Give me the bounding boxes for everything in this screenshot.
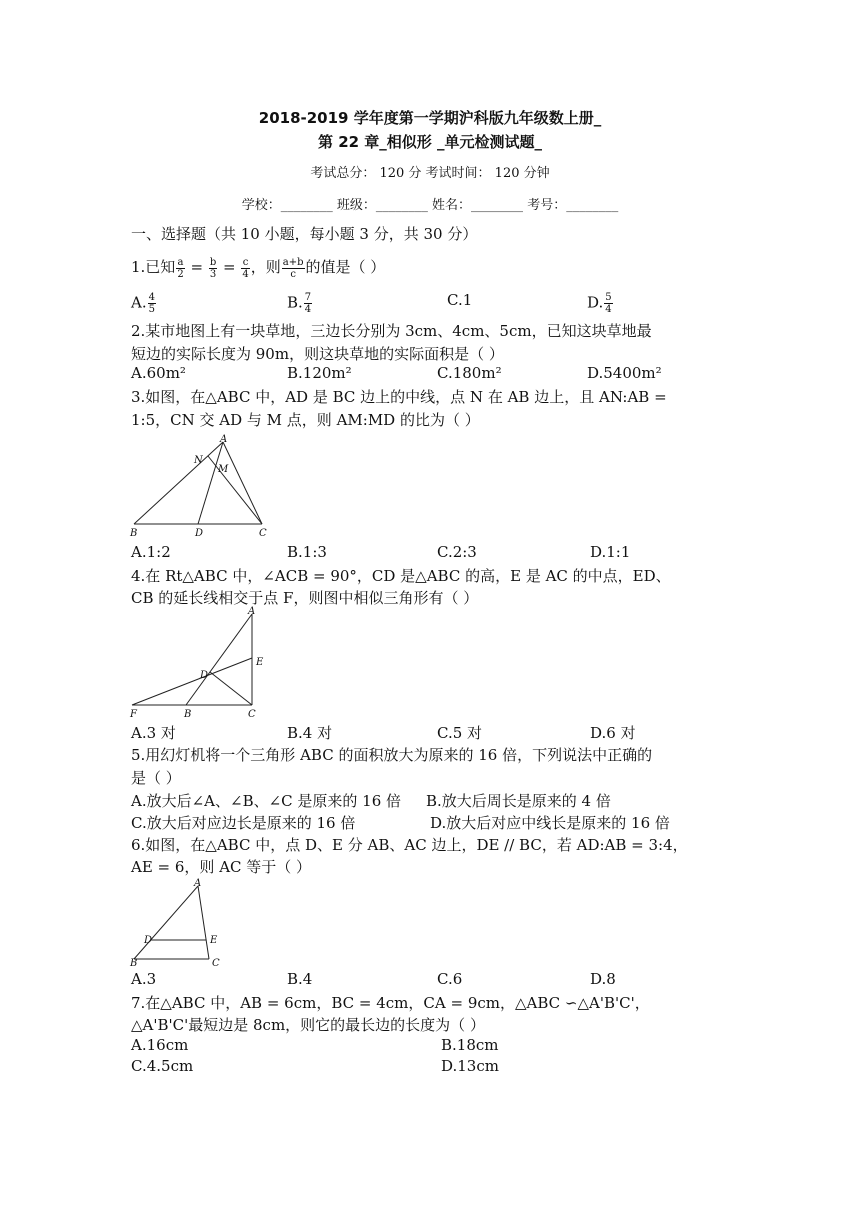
q1-frac-c: $\frac{c}{4}$ xyxy=(242,256,249,280)
q4-option-b: B.4 对 xyxy=(287,724,333,742)
question-1 xyxy=(131,256,385,280)
q6-label-a: A xyxy=(194,878,202,889)
q5-line-2: 是（ ） xyxy=(131,769,181,787)
q6-option-b: B.4 xyxy=(287,970,313,988)
q1-option-b: B. $\frac{7}{4}$ xyxy=(287,292,312,315)
q1-eq-1: = xyxy=(190,258,204,276)
q2-line-1: 2.某市地图上有一块草地，三边长分别为 3cm、4cm、5cm，已知这块草地最 xyxy=(131,322,652,340)
q4-label-b: B xyxy=(184,709,192,720)
q3-option-a: A.1:2 xyxy=(131,543,171,561)
title-line-1: 2018-2019 学年度第一学期沪科版九年级数上册_ xyxy=(258,109,602,127)
q4-label-e: E xyxy=(256,657,264,668)
q3-option-b: B.1:3 xyxy=(287,543,327,561)
q4-label-d: D xyxy=(200,670,209,681)
q5-option-d: D.放大后对应中线长是原来的 16 倍 xyxy=(430,814,670,832)
q3-option-d: D.1:1 xyxy=(590,543,631,561)
q3-label-m: M xyxy=(218,464,229,475)
q4-label-c: C xyxy=(248,709,256,720)
student-info: 学校：________ 班级：________ 姓名：________ 考号：________ xyxy=(241,198,619,213)
q6-option-a: A.3 xyxy=(131,970,157,988)
q6-line-1: 6.如图，在△ABC 中，点 D、E 分 AB、AC 边上，DE // BC，若 AD:AB = 3:4， xyxy=(131,836,688,854)
q4-line-1: 4.在 Rt△ABC 中，∠ACB = 90°，CD 是△ABC 的高，E 是 AC 的中点，ED、 xyxy=(131,567,671,585)
q4-option-d: D.6 对 xyxy=(590,724,636,742)
q4-figure xyxy=(128,604,278,722)
exam-info: 考试总分： 120 分 考试时间： 120 分钟 xyxy=(310,166,550,181)
q5-line-1: 5.用幻灯机将一个三角形 ABC 的面积放大为原来的 16 倍，下列说法中正确的 xyxy=(131,746,653,764)
q3-figure xyxy=(128,432,278,540)
q1-option-c: C.1 xyxy=(447,291,473,309)
q6-option-d: D.8 xyxy=(590,970,616,988)
q2-line-2: 短边的实际长度为 90m，则这块草地的实际面积是（ ） xyxy=(131,345,504,363)
q1-option-a: A. $\frac{4}{5}$ xyxy=(131,292,155,315)
q2-option-b: B.120m² xyxy=(287,364,352,382)
q7-line-2: △A'B'C'最短边是 8cm，则它的最长边的长度为（ ） xyxy=(131,1016,485,1034)
q2-option-d: D.5400m² xyxy=(587,364,662,382)
q4-line-2: CB 的延长线相交于点 F，则图中相似三角形有（ ） xyxy=(131,589,479,607)
q6-label-b: B xyxy=(130,958,138,968)
q1-eq-2: = xyxy=(223,258,236,276)
q4-option-c: C.5 对 xyxy=(437,724,483,742)
q7-option-a: A.16cm xyxy=(131,1036,189,1054)
q1-suffix: 的值是（ ） xyxy=(305,258,386,276)
q3-label-a: A xyxy=(220,434,228,445)
q4-label-a: A xyxy=(248,606,256,617)
q3-option-c: C.2:3 xyxy=(437,543,477,561)
section-heading: 一、选择题（共 10 小题，每小题 3 分，共 30 分） xyxy=(131,225,478,243)
q7-line-1: 7.在△ABC 中，AB = 6cm，BC = 4cm，CA = 9cm，△ABC ∽△A'B'C'， xyxy=(131,994,650,1012)
q1-option-d: D. $\frac{5}{4}$ xyxy=(587,292,612,315)
q3-label-n: N xyxy=(194,455,203,466)
q1-frac-ab-c: $\frac{a+b}{c}$ xyxy=(282,256,304,280)
q4-option-a: A.3 对 xyxy=(131,724,176,742)
q6-label-d: D xyxy=(144,935,153,946)
q1-prefix: 1.已知 xyxy=(131,258,176,276)
q6-label-e: E xyxy=(210,935,218,946)
q5-option-a: A.放大后∠A、∠B、∠C 是原来的 16 倍 xyxy=(131,792,402,810)
q6-label-c: C xyxy=(212,958,220,968)
q6-figure xyxy=(128,874,238,968)
q1-frac-b: $\frac{b}{3}$ xyxy=(209,256,217,280)
title-line-2: 第 22 章_相似形 _单元检测试题_ xyxy=(317,133,543,151)
q7-option-b: B.18cm xyxy=(441,1036,499,1054)
q1-mid: ，则 xyxy=(250,258,281,276)
q5-option-b: B.放大后周长是原来的 4 倍 xyxy=(426,792,611,810)
q7-option-d: D.13cm xyxy=(441,1057,499,1075)
q3-label-d: D xyxy=(195,528,204,539)
q7-option-c: C.4.5cm xyxy=(131,1057,194,1075)
q6-line-2: AE = 6，则 AC 等于（ ） xyxy=(131,858,312,876)
q3-line-1: 3.如图，在△ABC 中，AD 是 BC 边上的中线，点 N 在 AB 边上，且 AN:AB = xyxy=(131,388,667,406)
q5-option-c: C.放大后对应边长是原来的 16 倍 xyxy=(131,814,356,832)
q4-label-f: F xyxy=(130,709,137,720)
q6-option-c: C.6 xyxy=(437,970,463,988)
q3-line-2: 1:5，CN 交 AD 与 M 点，则 AM:MD 的比为（ ） xyxy=(131,411,480,429)
q3-label-b: B xyxy=(130,528,138,539)
q3-label-c: C xyxy=(259,528,267,539)
q1-frac-a: $\frac{a}{2}$ xyxy=(177,256,184,280)
q2-option-a: A.60m² xyxy=(131,364,186,382)
q2-option-c: C.180m² xyxy=(437,364,502,382)
